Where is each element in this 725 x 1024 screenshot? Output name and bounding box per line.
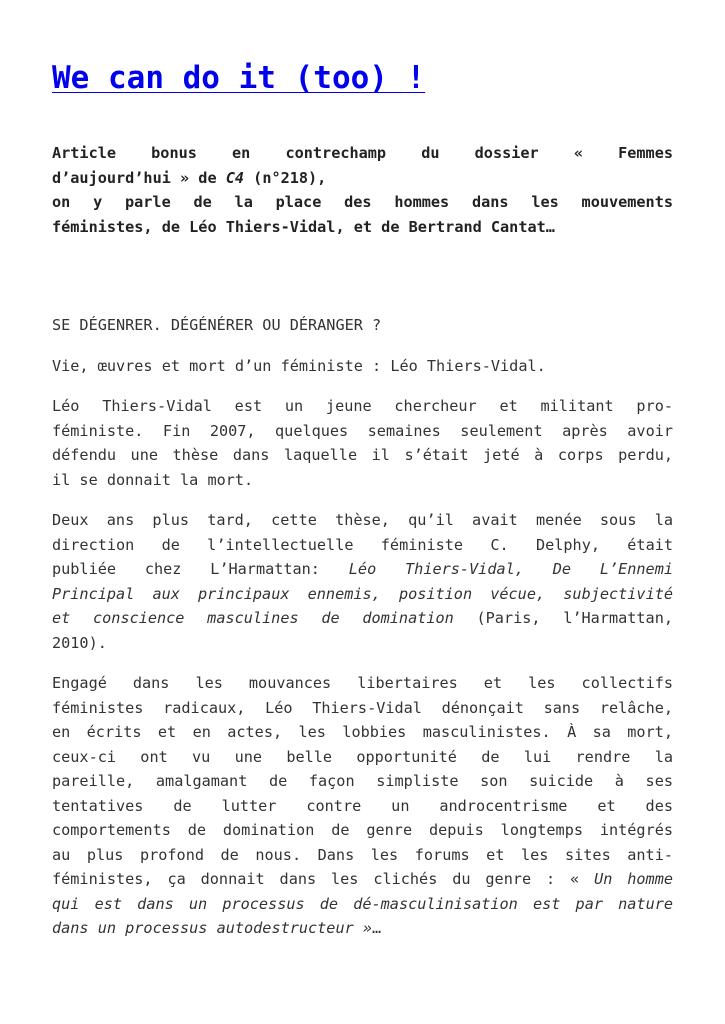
paragraph-text: publiée chez L’Harmattan: <box>52 560 349 578</box>
paragraph-line <box>52 916 673 941</box>
paragraph-text: (Paris, l’Harmattan, <box>453 609 673 627</box>
subheading <box>52 354 673 379</box>
quote-text: qui est dans un processus de dé-masculinisation est par nature <box>52 894 673 913</box>
article-body <box>52 313 673 957</box>
paragraph-line: tentatives de lutter contre un androcentrisme et des <box>52 796 673 815</box>
section-heading <box>52 313 673 338</box>
intro-line: Article bonus en contrechamp du dossier « Femmes <box>52 144 673 162</box>
subheading-text: Vie, œuvres et mort d’un féministe : Léo Thiers-Vidal. <box>52 356 546 375</box>
paragraph-line: en écrits et en actes, les lobbies masculinistes. À sa mort, <box>52 723 673 741</box>
paragraph-line: féministe. Fin 2007, quelques semaines seulement après avoir <box>52 421 673 440</box>
paragraph-line: au plus profond de nous. Dans les forums et les sites anti- <box>52 845 673 864</box>
article-title <box>52 58 425 98</box>
paragraph-line: il se donnait la mort. <box>52 470 254 489</box>
book-title: Léo Thiers-Vidal, De L’Ennemi <box>348 560 673 578</box>
paragraph-line: 2010). <box>52 633 107 652</box>
paragraph-line: défendu une thèse dans laquelle il s’était jeté à corps perdu, <box>52 446 673 464</box>
paragraph-2 <box>52 508 673 655</box>
paragraph-text: féministes, ça donnait dans les clichés du genre : « <box>52 870 595 888</box>
paragraph-line: comportements de domination de genre depuis longtemps intégrés <box>52 821 673 839</box>
article-title-link[interactable]: We can do it (too) ! <box>52 60 426 96</box>
paragraph-text: … <box>372 919 382 937</box>
intro-line: on y parle de la place des hommes dans les mouvements <box>52 193 673 211</box>
paragraph-line: direction de l’intellectuelle féministe C. Delphy, était <box>52 535 673 554</box>
paragraph-line: ceux-ci ont vu une belle opportunité de lui rendre la <box>52 747 673 766</box>
paragraph-line <box>52 557 673 582</box>
paragraph-line <box>52 606 673 631</box>
quote-text: Un homme <box>594 870 673 888</box>
paragraph-line: féministes radicaux, Léo Thiers-Vidal dénonçait sans relâche, <box>52 698 673 717</box>
paragraph-line <box>52 867 673 892</box>
paragraph-line: Deux ans plus tard, cette thèse, qu’il avait menée sous la <box>52 511 673 529</box>
intro-line <box>52 166 673 191</box>
magazine-name: C4 <box>225 168 245 187</box>
section-heading-text: SE DÉGENRER. DÉGÉNÉRER OU DÉRANGER ? <box>52 316 382 334</box>
paragraph-1 <box>52 394 673 492</box>
paragraph-line: pareille, amalgamant de façon simpliste son suicide à ses <box>52 772 673 790</box>
quote-text: dans un processus autodestructeur » <box>52 919 373 937</box>
paragraph-line: Léo Thiers-Vidal est un jeune chercheur et militant pro- <box>52 397 673 415</box>
intro-text: d’aujourd’hui » de <box>52 168 226 187</box>
intro-line: féministes, de Léo Thiers-Vidal, et de Bertrand Cantat… <box>52 217 555 236</box>
article-intro <box>52 141 673 239</box>
book-title: Principal aux principaux ennemis, position vécue, subjectivité <box>52 584 673 603</box>
intro-text: (n°218), <box>244 168 327 187</box>
paragraph-3 <box>52 671 673 941</box>
paragraph-line: Engagé dans les mouvances libertaires et les collectifs <box>52 674 673 692</box>
book-title: et conscience masculines de domination <box>52 609 454 627</box>
